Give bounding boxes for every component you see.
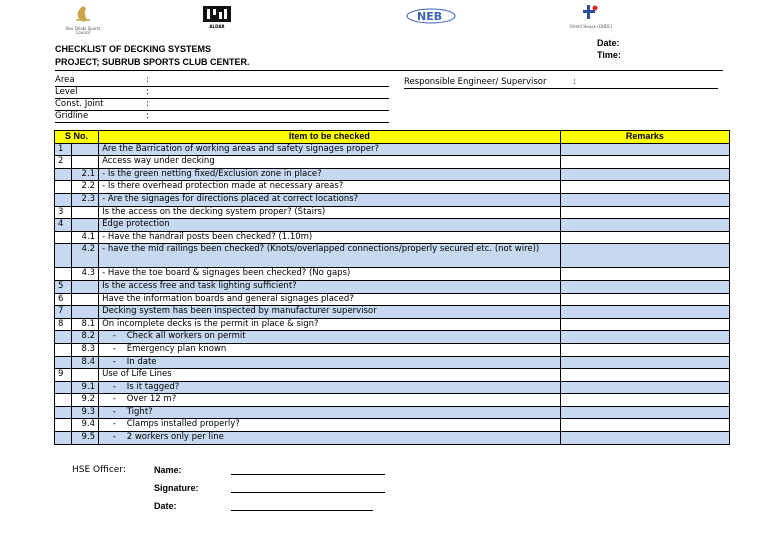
table-row (55, 381, 730, 394)
time-label: Time: (597, 50, 621, 60)
row-item-text: - Have the handrail posts been checked? (1.10m) (99, 231, 561, 244)
row-remarks-cell[interactable] (560, 143, 729, 156)
table-row (55, 268, 730, 281)
row-number (55, 419, 72, 432)
row-subnumber (72, 219, 99, 232)
row-number (55, 268, 72, 281)
row-number: 3 (55, 206, 72, 219)
row-number (55, 231, 72, 244)
row-item-text: - Check all workers on permit (99, 331, 561, 344)
row-number: 2 (55, 156, 72, 169)
row-remarks-cell[interactable] (560, 306, 729, 319)
row-item-text: - Have the toe board & signages been checked? (No gaps) (99, 268, 561, 281)
row-number: 8 (55, 318, 72, 331)
row-remarks-cell[interactable] (560, 193, 729, 206)
row-subnumber (72, 143, 99, 156)
table-row (55, 394, 730, 407)
row-number (55, 356, 72, 369)
row-item-text: Have the information boards and general signages placed? (99, 293, 561, 306)
row-subnumber: 2.3 (72, 193, 99, 206)
row-item-text: Decking system has been inspected by manufacturer supervisor (99, 306, 561, 319)
row-item-text: - Is the green netting fixed/Exclusion zone in place? (99, 168, 561, 181)
row-remarks-cell[interactable] (560, 268, 729, 281)
header-remarks: Remarks (560, 131, 729, 144)
table-row (55, 168, 730, 181)
row-subnumber: 9.4 (72, 419, 99, 432)
row-item-text: Use of Life Lines (99, 369, 561, 382)
signature-label: Signature: (154, 483, 199, 493)
table-row (55, 206, 730, 219)
row-remarks-cell[interactable] (560, 394, 729, 407)
engineer-label: Responsible Engineer/ Supervisor (404, 77, 547, 87)
row-subnumber: 8.1 (72, 318, 99, 331)
row-item-text: - Is it tagged? (99, 381, 561, 394)
row-subnumber: 9.2 (72, 394, 99, 407)
row-subnumber: 9.5 (72, 432, 99, 445)
row-remarks-cell[interactable] (560, 244, 729, 268)
row-item-text: - Over 12 m? (99, 394, 561, 407)
row-remarks-cell[interactable] (560, 219, 729, 232)
row-subnumber: 8.4 (72, 356, 99, 369)
table-row (55, 419, 730, 432)
row-number: 6 (55, 293, 72, 306)
row-subnumber: 2.2 (72, 181, 99, 194)
row-number (55, 343, 72, 356)
table-header-row (55, 131, 730, 144)
row-remarks-cell[interactable] (560, 168, 729, 181)
engineer-colon: : (573, 77, 576, 87)
row-number: 1 (55, 143, 72, 156)
info-const-joint: Const. Joint : (55, 99, 389, 111)
table-row (55, 293, 730, 306)
row-subnumber (72, 156, 99, 169)
row-item-text: Are the Barrication of working areas and safety signages proper? (99, 143, 561, 156)
row-remarks-cell[interactable] (560, 419, 729, 432)
table-row (55, 244, 730, 268)
row-number (55, 331, 72, 344)
table-row (55, 143, 730, 156)
neb-logo-text: NEB (417, 10, 443, 23)
row-remarks-cell[interactable] (560, 181, 729, 194)
table-row (55, 406, 730, 419)
row-remarks-cell[interactable] (560, 432, 729, 445)
row-subnumber (72, 369, 99, 382)
row-subnumber: 8.2 (72, 331, 99, 344)
row-number (55, 168, 72, 181)
table-row (55, 432, 730, 445)
row-remarks-cell[interactable] (560, 280, 729, 293)
engineer-line (404, 88, 718, 89)
row-remarks-cell[interactable] (560, 156, 729, 169)
header-sno: S No. (55, 131, 99, 144)
header-divider (55, 70, 723, 71)
neb-logo (405, 7, 457, 29)
date-label: Date: (597, 38, 620, 48)
table-row (55, 193, 730, 206)
row-remarks-cell[interactable] (560, 206, 729, 219)
table-row (55, 343, 730, 356)
row-subnumber: 2.1 (72, 168, 99, 181)
row-number (55, 193, 72, 206)
row-subnumber (72, 206, 99, 219)
signature-line[interactable] (231, 492, 385, 493)
row-item-text: Edge protection (99, 219, 561, 232)
row-subnumber: 9.1 (72, 381, 99, 394)
row-number (55, 181, 72, 194)
info-area: Area : (55, 75, 389, 87)
row-item-text: Is the access on the decking system proper? (Stairs) (99, 206, 561, 219)
row-number: 9 (55, 369, 72, 382)
row-item-text: - In date (99, 356, 561, 369)
table-row (55, 306, 730, 319)
row-remarks-cell[interactable] (560, 343, 729, 356)
row-remarks-cell[interactable] (560, 369, 729, 382)
table-row (55, 280, 730, 293)
row-item-text: - Is there overhead protection made at necessary areas? (99, 181, 561, 194)
row-remarks-cell[interactable] (560, 331, 729, 344)
table-row (55, 156, 730, 169)
name-line[interactable] (231, 474, 385, 475)
row-remarks-cell[interactable] (560, 406, 729, 419)
info-gridline: Gridline : (55, 111, 389, 123)
table-row (55, 356, 730, 369)
row-subnumber (72, 306, 99, 319)
table-row (55, 181, 730, 194)
name-label: Name: (154, 465, 182, 475)
row-remarks-cell[interactable] (560, 381, 729, 394)
row-subnumber: 8.3 (72, 343, 99, 356)
date-line[interactable] (231, 510, 373, 511)
row-number: 7 (55, 306, 72, 319)
header-item: Item to be checked (99, 131, 561, 144)
row-subnumber: 4.1 (72, 231, 99, 244)
row-item-text: On incomplete decks is the permit in place & sign? (99, 318, 561, 331)
row-subnumber: 4.3 (72, 268, 99, 281)
date-footer-label: Date: (154, 501, 177, 511)
row-item-text: - Emergency plan known (99, 343, 561, 356)
row-number: 4 (55, 219, 72, 232)
table-row (55, 369, 730, 382)
sports-council-logo: Abu Dhabi Sports Council (62, 4, 104, 32)
row-remarks-cell[interactable] (560, 356, 729, 369)
row-item-text: Is the access free and task lighting sufficient? (99, 280, 561, 293)
row-item-text: - Clamps installed properly? (99, 419, 561, 432)
table-row (55, 318, 730, 331)
row-item-text: Access way under decking (99, 156, 561, 169)
row-number (55, 244, 72, 268)
project-name: PROJECT; SUBRUB SPORTS CLUB CENTER. (55, 57, 250, 67)
row-number (55, 381, 72, 394)
row-remarks-cell[interactable] (560, 293, 729, 306)
row-remarks-cell[interactable] (560, 318, 729, 331)
table-row (55, 231, 730, 244)
row-subnumber (72, 293, 99, 306)
row-number (55, 406, 72, 419)
document-title: CHECKLIST OF DECKING SYSTEMS (55, 44, 212, 54)
hse-officer-label: HSE Officer: (72, 465, 126, 475)
info-level: Level : (55, 87, 389, 99)
row-number (55, 432, 72, 445)
checklist-table (54, 130, 730, 445)
row-subnumber (72, 280, 99, 293)
table-row (55, 331, 730, 344)
row-item-text: - Tight? (99, 406, 561, 419)
row-item-text: - have the mid railings been checked? (Knots/overlapped connections/properly secured etc. (not wire)) (99, 244, 561, 268)
row-subnumber: 9.3 (72, 406, 99, 419)
row-remarks-cell[interactable] (560, 231, 729, 244)
row-number (55, 394, 72, 407)
table-row (55, 219, 730, 232)
row-subnumber: 4.2 (72, 244, 99, 268)
row-item-text: - Are the signages for directions placed at correct locations? (99, 193, 561, 206)
aldar-logo: ALDAR (203, 6, 231, 28)
row-item-text: - 2 workers only per line (99, 432, 561, 445)
row-number: 5 (55, 280, 72, 293)
orient-house-logo: Orient House (OHDC) (565, 4, 617, 30)
